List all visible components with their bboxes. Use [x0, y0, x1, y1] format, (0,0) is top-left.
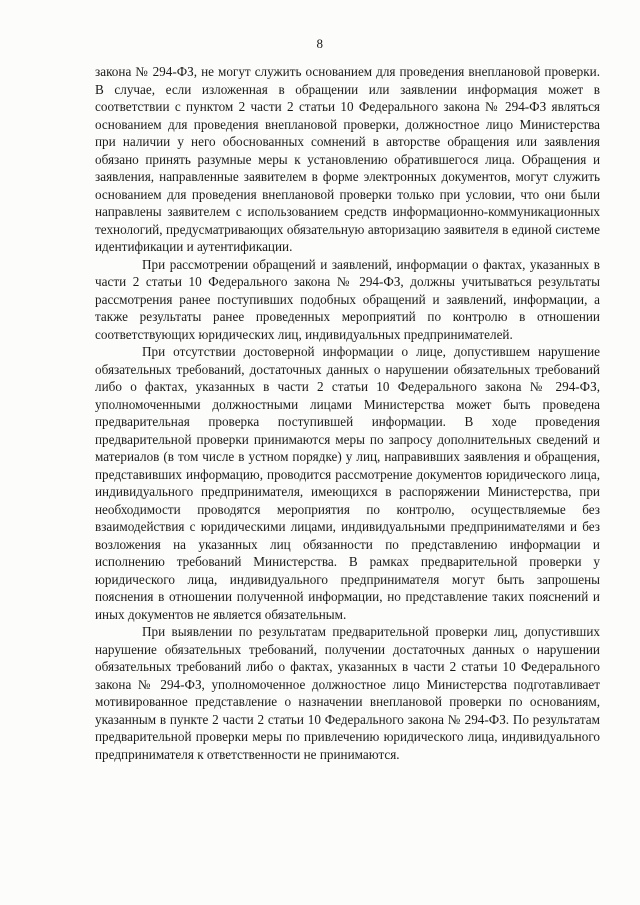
- paragraph-2: При рассмотрении обращений и заявлений, информации о фактах, указанных в части 2 статьи 10 Федерального закона № 294-ФЗ, должны учитываться результаты рассмотрения ранее поступивших подобных обращений и заявлений, информации, а также результаты ранее проведенных мероприятий по контролю в отношении соответствующих юридических лиц, индивидуальных предпринимателей.: [95, 256, 600, 342]
- document-body: [95, 63, 600, 763]
- page-number: 8: [316, 36, 324, 51]
- paragraph-4: При выявлении по результатам предварительной проверки лиц, допустивших нарушение обязательных требований, получении достаточных данных о нарушении обязательных требований либо о фактах, указанных в части 2 статьи 10 Федерального закона № 294-ФЗ, уполномоченное должностное лицо Министерства подготавливает мотивированное представление о назначении внеплановой проверки по основаниям, указанным в пункте 2 части 2 статьи 10 Федерального закона № 294-ФЗ. По результатам предварительной проверки меры по привлечению юридического лица, индивидуального предпринимателя к ответственности не принимаются.: [95, 624, 600, 762]
- paragraph-1: закона № 294-ФЗ, не могут служить основанием для проведения внеплановой проверки. В случае, если изложенная в обращении или заявлении информация может в соответствии с пунктом 2 части 2 статьи 10 Федерального закона № 294-ФЗ являться основанием для проведения внеплановой проверки, должностное лицо Министерства при наличии у него обоснованных сомнений в авторстве обращения или заявления обязано принять разумные меры к установлению обратившегося лица. Обращения и заявления, направленные заявителем в форме электронных документов, могут служить основанием для проведения внеплановой проверки только при условии, что они были направлены заявителем с использованием средств информационно-коммуникационных технологий, предусматривающих обязательную авторизацию заявителя в единой системе идентификации и аутентификации.: [95, 64, 600, 254]
- paragraph-3: При отсутствии достоверной информации о лице, допустившем нарушение обязательных требований, достаточных данных о нарушении обязательных требований либо о фактах, указанных в части 2 статьи 10 Федерального закона № 294-ФЗ, уполномоченными должностными лицами Министерства может быть проведена предварительная проверка поступившей информации. В ходе проведения предварительной проверки принимаются меры по запросу дополнительных сведений и материалов (в том числе в устном порядке) у лиц, направивших заявления и обращения, представивших информацию, проводится рассмотрение документов юридического лица, индивидуального предпринимателя, имеющихся в распоряжении Министерства, при необходимости проводятся мероприятия по контролю, осуществляемые без взаимодействия с юридическими лицами, индивидуальными предпринимателями и без возложения на указанных лиц обязанности по представлению информации и исполнению требований Министерства. В рамках предварительной проверки у юридического лица, индивидуального предпринимателя могут быть запрошены пояснения в отношении полученной информации, но представление таких пояснений и иных документов не является обязательным.: [95, 344, 600, 622]
